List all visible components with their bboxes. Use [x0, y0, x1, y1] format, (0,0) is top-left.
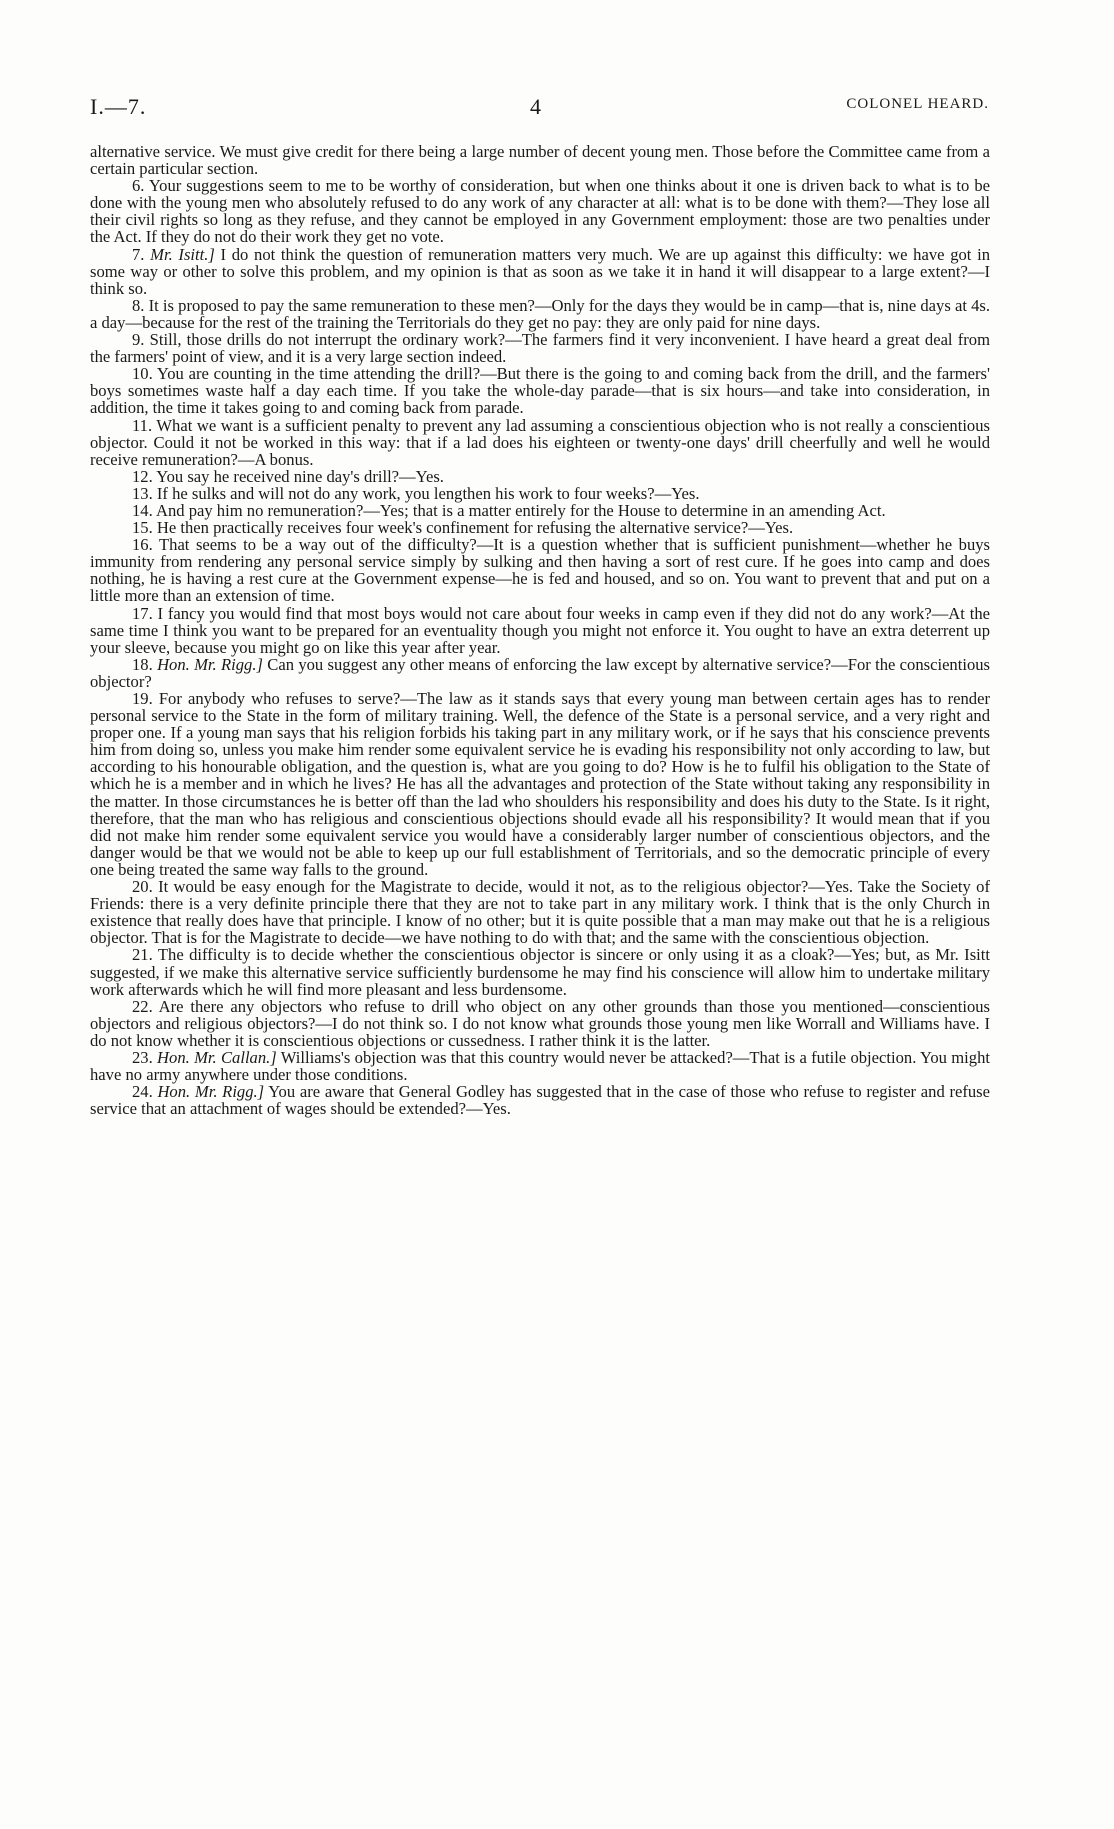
paragraph: 17. I fancy you would find that most boys would not care about four weeks in camp even if they did not do any work?—At the same time I think you want to be prepared for an eventuality though you might not enforce it. You ought to have an extra deterrent up your sleeve, because you might go on like this year after year.: [90, 603, 990, 657]
paragraph: [90, 656, 990, 690]
paragraph-text: You are aware that General Godley has suggested that in the case of those who refuse to register and refuse service that an attachment of wages should be extended?—Yes.: [90, 1082, 990, 1119]
page-number: 4: [530, 94, 541, 119]
witness-name: COLONEL HEARD.: [846, 96, 989, 112]
paragraph: 21. The difficulty is to decide whether the conscientious objector is sincere or only using it as a cloak?—Yes; but, as Mr. Isitt suggested, if we make this alternative service sufficiently burdensome he may find his conscience will allow him to undertake military work afterwards which he will find more pleasant and less burdensome.: [90, 945, 990, 999]
paragraph: 22. Are there any objectors who refuse to drill who object on any other grounds than those you mentioned—conscientious objectors and religious objectors?—I do not think so. I do not know what grounds those young men like Worrall and Williams have. I do not know whether it is conscientious objections or cussedness. I rather think it is the latter.: [90, 996, 990, 1050]
document-reference: I.—7.: [90, 94, 147, 119]
document-body: [90, 143, 990, 1117]
paragraph: 12. You say he received nine day's drill?—Yes.: [132, 466, 444, 486]
paragraph: [90, 246, 990, 297]
paragraph: 14. And pay him no remuneration?—Yes; that is a matter entirely for the House to determine in an amending Act.: [132, 500, 886, 520]
question-number: 23.: [132, 1047, 158, 1067]
speaker-name: Hon. Mr. Callan.]: [157, 1047, 277, 1067]
paragraph: 16. That seems to be a way out of the difficulty?—It is a question whether that is sufficient punishment—whether he buys immunity from rendering any personal service simply by sulking and then having a sort of rest cure. If he goes into camp and does nothing, he is having a rest cure at the Government expense—he is fed and housed, and so on. You want to prevent that and put on a little more than an extension of time.: [90, 535, 990, 606]
paragraph: 10. You are counting in the time attending the drill?—But there is the going to and coming back from the drill, and the farmers' boys sometimes waste half a day each time. If you take the whole-day parade—that is six hours—and take into consideration, in addition, the time it takes going to and coming back from parade.: [90, 364, 990, 418]
paragraph: 8. It is proposed to pay the same remuneration to these men?—Only for the days they would be in camp—that is, nine days at 4s. a day—because for the rest of the training the Territorials do they get no pay: they are only paid for nine days.: [90, 295, 990, 332]
paragraph: 15. He then practically receives four week's confinement for refusing the alternative service?—Yes.: [132, 518, 794, 538]
paragraph: 11. What we want is a sufficient penalty to prevent any lad assuming a conscientious objection who is not really a conscientious objector. Could it not be worked in this way: that if a lad does his eighteen or twenty-one days' drill cheerfully and well he would receive remuneration?—A bonus.: [90, 415, 990, 469]
question-number: 24.: [132, 1082, 158, 1102]
speaker-name: Hon. Mr. Rigg.]: [157, 654, 263, 674]
paragraph: 20. It would be easy enough for the Magistrate to decide, would it not, as to the religious objector?—Yes. Take the Society of Friends: there is a very definite principle there that they are not to take part in any military work. I think that is the only Church in existence that really does have that principle. I know of no other; but it is quite possible that a man may make out that he is a religious objector. That is for the Magistrate to decide—we have nothing to do with that; and the same with the conscientious objection.: [90, 877, 990, 948]
paragraph: 6. Your suggestions seem to me to be worthy of consideration, but when one thinks about it one is driven back to what is to be done with the young men who absolutely refused to do any work of any character at all: what is to be done with them?—They lose all their civil rights so long as they refuse, and they cannot be employed in any Government employment: those are two penalties under the Act. If they do not do their work they get no vote.: [90, 176, 990, 247]
question-number: 7.: [132, 244, 151, 264]
paragraph: [90, 1049, 990, 1083]
paragraph-text: I do not think the question of remuneration matters very much. We are up against this difficulty: we have got in some way or other to solve this problem, and my opinion is that as soon as we take it in hand it will disappear to a large extent?—I think so.: [90, 244, 990, 298]
speaker-name: Mr. Isitt.]: [150, 244, 215, 264]
paragraph: 19. For anybody who refuses to serve?—The law as it stands says that every young man between certain ages has to render personal service to the State in the form of military training. Well, the defence of the State is a personal service, and a very right and proper one. If a young man says that his religion forbids his taking part in any military work, or if he says that his conscience prevents him from doing so, unless you make him render some equivalent service he is evading his responsibility not only according to law, but according to his honourable obligation, and the question is, what are you going to do? How is he to fulfil his obligation to the State of which he is a member and in which he lives? He has all the advantages and protection of the State without taking any responsibility in the matter. In those circumstances he is better off than the lad who shoulders his responsibility and does his duty to the State. Is it right, therefore, that the man who has religious and conscientious objections should evade all his responsibility? It would mean that if you did not make him render some equivalent service you would have a considerably larger number of conscientious objectors, and the danger would be that we would not be able to keep up our full establishment of Territorials, and so the democratic principle of every one being treated the same way falls to the ground.: [90, 689, 990, 879]
paragraph: alternative service. We must give credit for there being a large number of decent young men. Those before the Committee came from a certain particular section.: [90, 142, 990, 179]
paragraph-text: Can you suggest any other means of enforcing the law except by alternative service?—For the conscientious objector?: [90, 654, 991, 691]
question-number: 18.: [132, 654, 158, 674]
paragraph: [90, 1083, 990, 1117]
paragraph: 13. If he sulks and will not do any work, you lengthen his work to four weeks?—Yes.: [132, 483, 700, 503]
speaker-name: Hon. Mr. Rigg.]: [157, 1082, 265, 1102]
paragraph: 9. Still, those drills do not interrupt the ordinary work?—The farmers find it very inconvenient. I have heard a great deal from the farmers' point of view, and it is a very large section indeed.: [90, 330, 990, 367]
page-header: [90, 94, 989, 124]
paragraph-text: Williams's objection was that this country would never be attacked?—That is a futile objection. You might have no army anywhere under those conditions.: [90, 1047, 990, 1085]
